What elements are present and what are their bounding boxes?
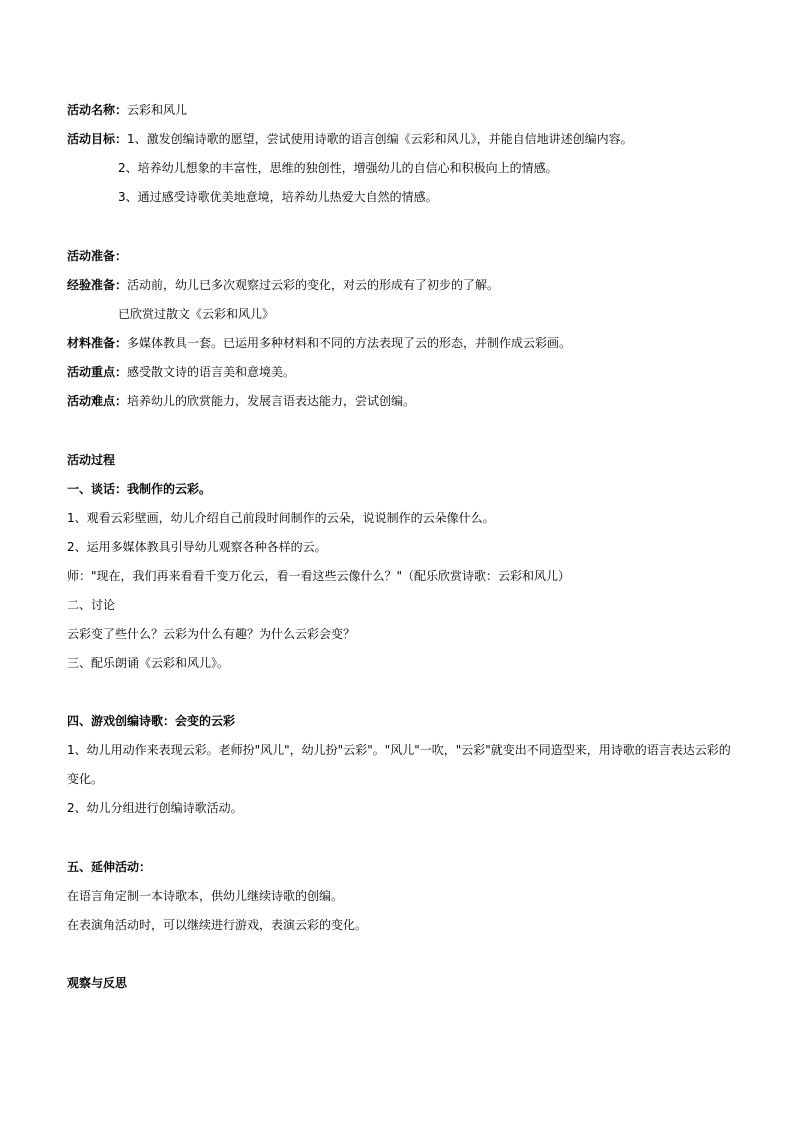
difficulty-line — [67, 393, 415, 409]
activity-goal-2: 2、培养幼儿想象的丰富性，思维的独创性，增强幼儿的自信心和积极向上的情感。 — [118, 161, 558, 175]
section-1-item-1: 1、观看云彩壁画，幼儿介绍自己前段时间制作的云朵，说说制作的云朵像什么。 — [67, 511, 495, 525]
experience-value-1: 活动前，幼儿已多次观察过云彩的变化，对云的形成有了初步的了解。 — [127, 278, 500, 292]
experience-value-2: 已欣赏过散文《云彩和风儿》 — [118, 307, 275, 321]
materials-line — [67, 335, 571, 351]
activity-goal-3: 3、通过感受诗歌优美地意境，培养幼儿热爱大自然的情感。 — [118, 190, 438, 204]
section-2-title: 二、讨论 — [67, 598, 116, 612]
experience-line-1 — [67, 277, 499, 293]
section-5-title: 五、延伸活动： — [67, 860, 152, 874]
section-3-title: 三、配乐朗诵《云彩和风儿》。 — [67, 656, 230, 670]
teacher-line: 师："现在，我们再来看看千变万化云，看一看这些云像什么？"（配乐欣赏诗歌：云彩和风儿） — [67, 569, 571, 583]
activity-name-line — [67, 102, 187, 118]
focus-line — [67, 364, 295, 380]
section-5-item-1: 在语言角定制一本诗歌本，供幼儿继续诗歌的创编。 — [67, 889, 344, 903]
process-title: 活动过程 — [67, 453, 116, 467]
section-4-item-1: 1、幼儿用动作来表现云彩。老师扮"风儿"，幼儿扮"云彩"。"风儿"一吹，"云彩"就变出不同造型来，用诗歌的语言表达云彩的 — [67, 743, 731, 757]
section-4-item-2: 2、幼儿分组进行创编诗歌活动。 — [67, 801, 243, 815]
difficulty-value: 培养幼儿的欣赏能力，发展言语表达能力，尝试创编。 — [127, 394, 416, 408]
prep-title: 活动准备： — [67, 249, 128, 263]
section-2-question: 云彩变了些什么？云彩为什么有趣？为什么云彩会变？ — [67, 627, 356, 641]
section-1-item-2: 2、运用多媒体教具引导幼儿观察各种各样的云。 — [67, 540, 327, 554]
section-4-title: 四、游戏创编诗歌：会变的云彩 — [67, 714, 236, 728]
experience-label: 经验准备： — [67, 278, 128, 292]
activity-goal-line-1 — [67, 131, 633, 147]
activity-goal-1: 1、激发创编诗歌的愿望，尝试使用诗歌的语言创编《云彩和风儿》，并能自信地讲述创编内容。 — [127, 132, 633, 146]
section-4-item-1-cont: 变化。 — [67, 772, 104, 786]
reflection-title: 观察与反思 — [67, 976, 128, 990]
activity-goals-label: 活动目标： — [67, 132, 128, 146]
focus-value: 感受散文诗的语言美和意境美。 — [127, 365, 296, 379]
materials-label: 材料准备： — [67, 336, 128, 350]
activity-name-label: 活动名称： — [67, 103, 128, 117]
activity-name-value: 云彩和风儿 — [127, 103, 188, 117]
section-1-title: 一、谈话：我制作的云彩。 — [67, 482, 212, 496]
focus-label: 活动重点： — [67, 365, 128, 379]
section-5-item-2: 在表演角活动时，可以继续进行游戏，表演云彩的变化。 — [67, 918, 368, 932]
materials-value: 多媒体教具一套。已运用多种材料和不同的方法表现了云的形态，并制作成云彩画。 — [127, 336, 572, 350]
difficulty-label: 活动难点： — [67, 394, 128, 408]
